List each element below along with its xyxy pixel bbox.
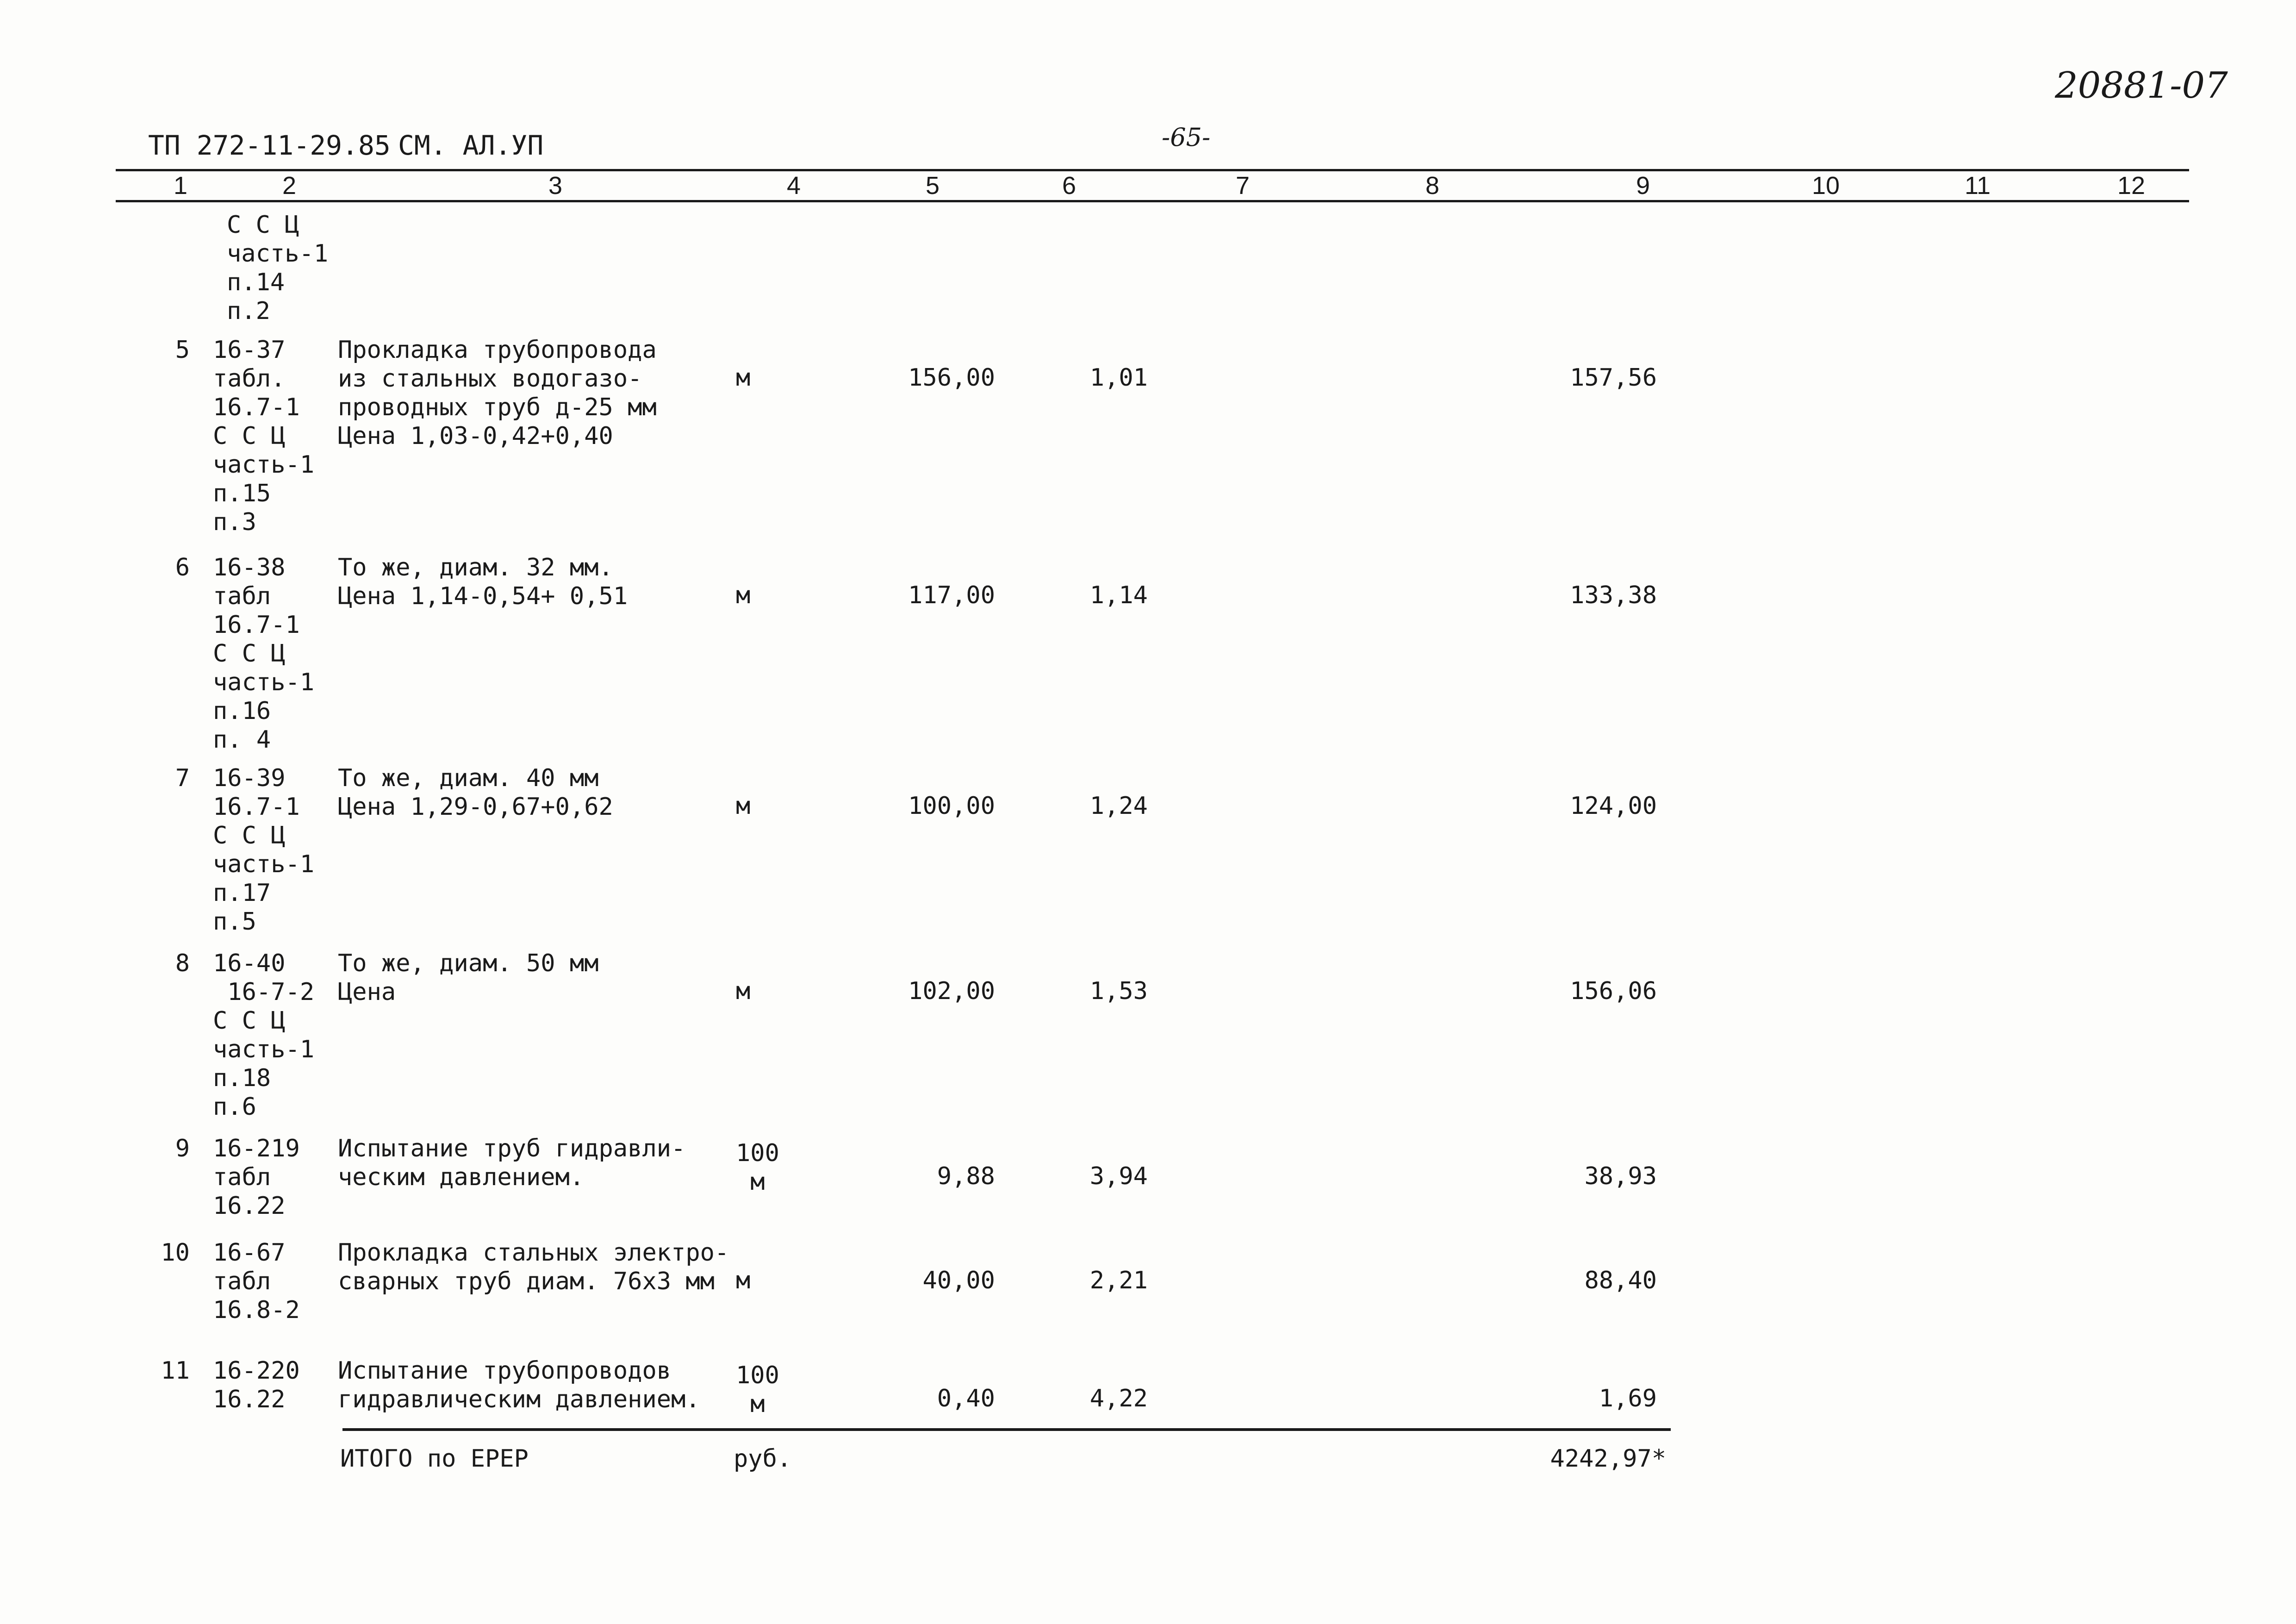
row-quantity: 117,00 — [908, 581, 995, 609]
column-header-2: 2 — [282, 172, 297, 200]
row-quantity: 0,40 — [937, 1385, 995, 1412]
row-unit: 100 м — [736, 1362, 779, 1418]
row-description: То же, диам. 32 мм. Цена 1,14-0,54+ 0,51 — [338, 554, 628, 610]
row-reference: 16-219 табл 16.22 — [213, 1135, 300, 1220]
row-number: 5 — [175, 336, 190, 364]
row-quantity: 100,00 — [908, 792, 995, 820]
row-description: Прокладка стальных электро- сварных труб диам. 76х3 мм — [338, 1239, 729, 1295]
row-unit-price: 1,01 — [1089, 364, 1148, 392]
header-top-rule — [116, 169, 2189, 171]
column-header-6: 6 — [1062, 172, 1076, 200]
row-total: 88,40 — [1584, 1267, 1657, 1294]
row-number: 8 — [175, 949, 190, 977]
row-reference: 16-220 16.22 — [213, 1357, 300, 1413]
row-number: 11 — [161, 1357, 190, 1385]
column-header-9: 9 — [1636, 172, 1650, 200]
column-header-7: 7 — [1236, 172, 1250, 200]
row-unit-price: 2,21 — [1089, 1267, 1148, 1294]
column-header-1: 1 — [174, 172, 188, 200]
row-description: То же, диам. 40 мм Цена 1,29-0,67+0,62 — [338, 764, 613, 821]
row-reference: 16-67 табл 16.8-2 — [213, 1239, 300, 1324]
summary-label: ИТОГО по ЕРЕР — [340, 1445, 529, 1473]
row-reference: 16-37 табл. 16.7-1 С С Ц часть-1 п.15 п.3 — [213, 336, 315, 536]
row-unit-price: 3,94 — [1089, 1162, 1148, 1190]
row-reference: 16-39 16.7-1 С С Ц часть-1 п.17 п.5 — [213, 764, 315, 936]
row-description: Испытание труб гидравли- ческим давлением. — [338, 1135, 686, 1191]
row-number: 7 — [175, 764, 190, 792]
row-quantity: 156,00 — [908, 364, 995, 392]
header-bottom-rule — [116, 200, 2189, 202]
row-unit: м — [736, 792, 751, 820]
summary-unit: руб. — [734, 1445, 792, 1473]
row-quantity: 9,88 — [937, 1162, 995, 1190]
column-header-4: 4 — [787, 172, 801, 200]
row-unit-price: 4,22 — [1089, 1385, 1148, 1412]
row-number: 10 — [161, 1239, 190, 1267]
pre-row-reference: С С Ц часть-1 п.14 п.2 — [227, 211, 329, 325]
header-code: ТП 272-11-29.85 — [148, 130, 391, 161]
column-header-5: 5 — [926, 172, 940, 200]
row-unit: м — [736, 581, 751, 609]
header-album: СМ. АЛ.УП — [398, 130, 544, 161]
column-header-10: 10 — [1812, 172, 1840, 200]
row-quantity: 102,00 — [908, 977, 995, 1005]
row-number: 6 — [175, 554, 190, 581]
row-unit: м — [736, 1267, 751, 1294]
archive-stamp: 20881-07 — [2055, 65, 2228, 106]
row-description: То же, диам. 50 мм Цена — [338, 949, 599, 1006]
column-header-8: 8 — [1425, 172, 1440, 200]
row-total: 38,93 — [1584, 1162, 1657, 1190]
column-header-12: 12 — [2117, 172, 2146, 200]
row-total: 1,69 — [1599, 1385, 1657, 1412]
row-description: Испытание трубопроводов гидравлическим давлением. — [338, 1357, 700, 1413]
row-reference: 16-38 табл 16.7-1 С С Ц часть-1 п.16 п. 4 — [213, 554, 315, 754]
row-unit: м — [736, 977, 751, 1005]
row-total: 124,00 — [1570, 792, 1657, 820]
row-unit: 100 м — [736, 1139, 779, 1196]
page-number: -65- — [1162, 123, 1211, 152]
summary-rule — [342, 1428, 1671, 1431]
row-total: 157,56 — [1570, 364, 1657, 392]
row-total: 156,06 — [1570, 977, 1657, 1005]
column-header-11: 11 — [1965, 172, 1991, 200]
row-description: Прокладка трубопровода из стальных водогазо- проводных труб д-25 мм Цена 1,03-0,42+0,40 — [338, 336, 657, 450]
row-total: 133,38 — [1570, 581, 1657, 609]
row-unit-price: 1,14 — [1089, 581, 1148, 609]
row-reference: 16-40 16-7-2 С С Ц часть-1 п.18 п.6 — [213, 949, 315, 1121]
row-unit-price: 1,24 — [1089, 792, 1148, 820]
row-number: 9 — [175, 1135, 190, 1162]
column-header-3: 3 — [548, 172, 563, 200]
row-quantity: 40,00 — [922, 1267, 995, 1294]
row-unit: м — [736, 364, 751, 392]
row-unit-price: 1,53 — [1089, 977, 1148, 1005]
summary-total: 4242,97* — [1550, 1445, 1666, 1473]
